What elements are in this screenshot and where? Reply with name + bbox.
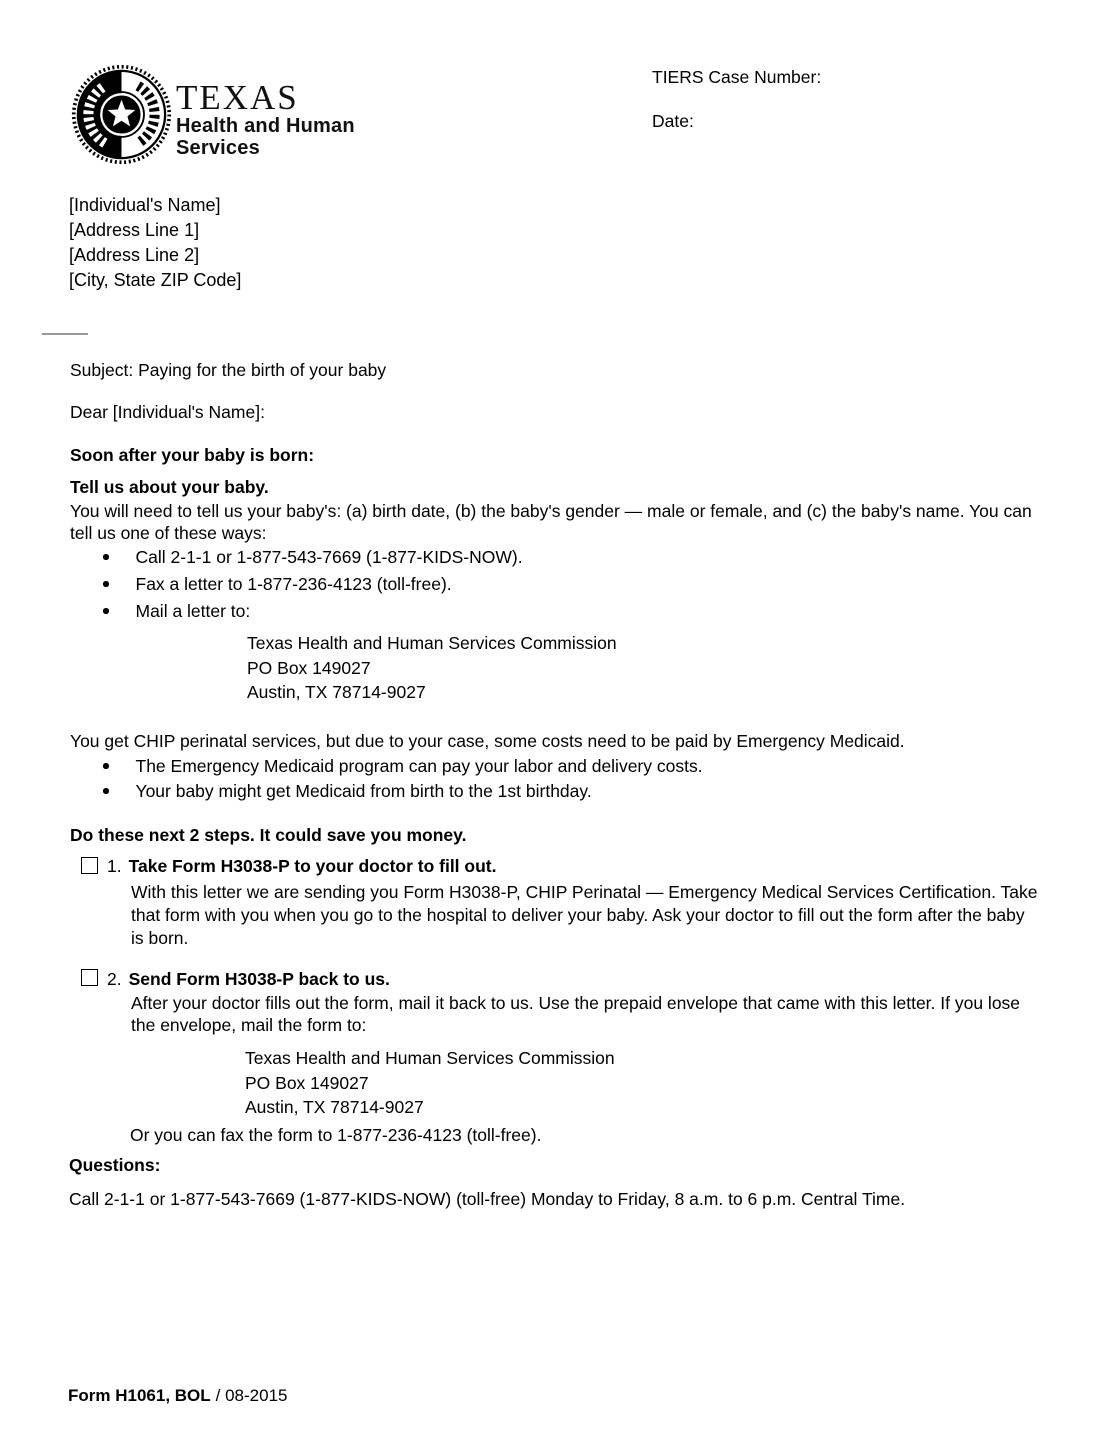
mail-address-block-1 <box>247 631 617 705</box>
agency-po-box: PO Box 149027 <box>247 657 371 678</box>
step1-title: Take Form H3038-P to your doctor to fill out. <box>128 856 497 876</box>
agency-city-state-zip: Austin, TX 78714-9027 <box>245 1097 424 1117</box>
bullet-icon <box>103 581 109 587</box>
subject-line: Subject: Paying for the birth of your baby <box>70 360 387 380</box>
salutation: Dear [Individual's Name]: <box>70 402 265 422</box>
agency-name: Texas Health and Human Services Commission <box>245 1048 615 1068</box>
step1-number: 1. <box>107 856 122 876</box>
step1-checkbox[interactable] <box>81 857 98 874</box>
bullet-icon <box>103 554 109 560</box>
agency-po-box: PO Box 149027 <box>245 1072 369 1093</box>
mail-address-block-2 <box>245 1046 615 1120</box>
texas-state-seal-icon <box>71 64 172 165</box>
contact-bullet-mail: Mail a letter to: <box>135 601 251 621</box>
questions-line: Call 2-1-1 or 1-877-543-7669 (1-877-KIDS-NOW) (toll-free) Monday to Friday, 8 a.m. to 6 p.m. Central Time. <box>69 1189 906 1209</box>
date-label: Date: <box>652 111 694 131</box>
fax-line: Or you can fax the form to 1-877-236-4123 (toll-free). <box>130 1125 542 1145</box>
list-item <box>103 780 703 802</box>
tiers-case-label: TIERS Case Number: <box>652 67 822 87</box>
bullet-icon <box>103 788 109 794</box>
form-id: Form H1061, BOL <box>68 1386 211 1405</box>
fold-mark-divider <box>42 333 88 335</box>
form-footer <box>68 1385 288 1407</box>
list-item <box>103 546 523 568</box>
heading-soon-after-born: Soon after your baby is born: <box>70 445 315 465</box>
recipient-city-state-zip: [City, State ZIP Code] <box>69 270 242 290</box>
step1-title-row <box>107 855 496 877</box>
logo-subtitle-line1: Health and Human <box>176 115 355 137</box>
contact-bullet-fax: Fax a letter to 1-877-236-4123 (toll-free). <box>135 574 452 594</box>
logo-subtitle-line2: Services <box>176 136 260 159</box>
steps-heading: Do these next 2 steps. It could save you money. <box>70 825 467 845</box>
step2-title: Send Form H3038-P back to us. <box>128 969 390 989</box>
agency-city-state-zip: Austin, TX 78714-9027 <box>247 682 426 702</box>
chip-bullet-list <box>103 755 703 805</box>
agency-name: Texas Health and Human Services Commission <box>247 633 617 653</box>
list-item <box>103 755 703 777</box>
recipient-address-line2: [Address Line 2] <box>69 245 200 265</box>
step2-body: After your doctor fills out the form, mail it back to us. Use the prepaid envelope that came with this letter. If you lose the envelope, mail the form to: <box>131 993 1021 1035</box>
contact-bullet-list <box>103 546 523 627</box>
step2-number: 2. <box>107 969 122 989</box>
list-item <box>103 600 523 622</box>
recipient-name: [Individual's Name] <box>69 195 221 215</box>
bullet-icon <box>103 763 109 769</box>
form-revision: / 08-2015 <box>215 1386 288 1405</box>
step2-checkbox[interactable] <box>81 969 98 986</box>
contact-bullet-call: Call 2-1-1 or 1-877-543-7669 (1-877-KIDS-NOW). <box>135 547 523 567</box>
step1-body: With this letter we are sending you Form H3038-P, CHIP Perinatal — Emergency Medical Services Certification. Take that form with you when you go to the hospital to deliver your baby. Ask your doctor to fill out the form after the baby is born. <box>131 882 1038 948</box>
logo-wordmark: TEXAS <box>176 78 299 117</box>
chip-bullet-labor: The Emergency Medicaid program can pay your labor and delivery costs. <box>135 756 703 776</box>
step2-title-row <box>107 968 390 990</box>
recipient-block <box>69 193 241 293</box>
hhs-logo <box>71 64 172 170</box>
logo-text <box>176 80 355 159</box>
list-item <box>103 573 523 595</box>
heading-tell-us: Tell us about your baby. <box>70 477 269 497</box>
recipient-address-line1: [Address Line 1] <box>69 220 200 240</box>
intro-paragraph: You will need to tell us your baby's: (a) birth date, (b) the baby's gender — male or female, and (c) the baby's name. You can tell us one of these ways: <box>70 501 1032 543</box>
questions-heading: Questions: <box>69 1155 161 1175</box>
chip-bullet-birthday: Your baby might get Medicaid from birth to the 1st birthday. <box>135 781 592 801</box>
bullet-icon <box>103 608 109 614</box>
chip-paragraph: You get CHIP perinatal services, but due to your case, some costs need to be paid by Emergency Medicaid. <box>70 731 905 751</box>
